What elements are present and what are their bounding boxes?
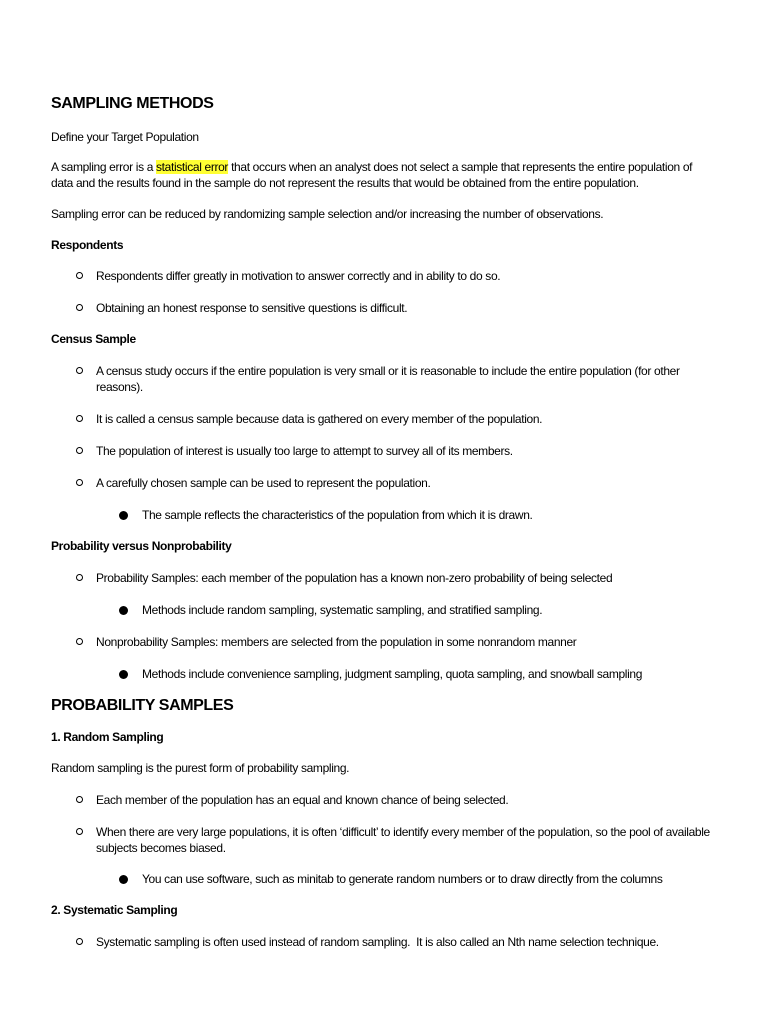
probability-versus-heading: Probability versus Nonprobability <box>51 539 232 553</box>
sub-list-item: Methods include random sampling, systematic sampling, and stratified sampling. <box>142 603 543 617</box>
define-population-text: Define your Target Population <box>51 130 199 144</box>
sub-list-bullet <box>119 511 128 520</box>
sampling-error-line-1 <box>51 159 721 175</box>
list-item-line: A census study occurs if the entire population is very small or it is reasonable to include the entire population (for other <box>96 364 680 378</box>
list-item <box>96 363 726 395</box>
list-bullet <box>76 304 83 311</box>
respondents-heading: Respondents <box>51 238 124 252</box>
list-bullet <box>76 796 83 803</box>
list-bullet <box>76 938 83 945</box>
list-item: Probability Samples: each member of the population has a known non-zero probability of being selected <box>96 571 613 585</box>
list-item: The population of interest is usually too large to attempt to survey all of its members. <box>96 444 513 458</box>
list-bullet <box>76 479 83 486</box>
reduce-error-paragraph: Sampling error can be reduced by randomizing sample selection and/or increasing the number of observations. <box>51 207 604 221</box>
sub-list-bullet <box>119 875 128 884</box>
list-item: Nonprobability Samples: members are selected from the population in some nonrandom manner <box>96 635 577 649</box>
list-item: Systematic sampling is often used instead of random sampling. It is also called an Nth name selection technique. <box>96 935 659 949</box>
list-item: Obtaining an honest response to sensitive questions is difficult. <box>96 301 408 315</box>
list-bullet <box>76 828 83 835</box>
page-title: SAMPLING METHODS <box>51 95 214 112</box>
list-item-line: When there are very large populations, it is often ‘difficult’ to identify every member of the population, so the pool of available <box>96 825 710 839</box>
sub-list-bullet <box>119 606 128 615</box>
list-item: A carefully chosen sample can be used to represent the population. <box>96 476 431 490</box>
list-bullet <box>76 367 83 374</box>
sampling-error-text-end: that occurs when an analyst does not select a sample that represents the entire population of <box>228 160 693 174</box>
sampling-error-line-2: data and the results found in the sample do not represent the results that would be obtained from the entire population. <box>51 176 639 190</box>
list-bullet <box>76 272 83 279</box>
sampling-error-paragraph <box>51 159 721 191</box>
list-bullet <box>76 447 83 454</box>
list-bullet <box>76 415 83 422</box>
list-bullet <box>76 638 83 645</box>
list-item-line: reasons). <box>96 380 143 394</box>
list-item: It is called a census sample because data is gathered on every member of the population. <box>96 412 543 426</box>
census-heading: Census Sample <box>51 332 136 346</box>
list-item <box>96 824 726 856</box>
list-item: Respondents differ greatly in motivation to answer correctly and in ability to do so. <box>96 269 501 283</box>
list-item: Each member of the population has an equal and known chance of being selected. <box>96 793 509 807</box>
sub-list-bullet <box>119 670 128 679</box>
systematic-sampling-heading: 2. Systematic Sampling <box>51 903 178 917</box>
sampling-error-text-start: A sampling error is a <box>51 160 157 174</box>
probability-samples-heading: PROBABILITY SAMPLES <box>51 697 234 714</box>
sub-list-item: You can use software, such as minitab to generate random numbers or to draw directly from the columns <box>142 872 663 886</box>
list-item-line: subjects becomes biased. <box>96 841 226 855</box>
sub-list-item: Methods include convenience sampling, judgment sampling, quota sampling, and snowball sampling <box>142 667 643 681</box>
random-sampling-heading: 1. Random Sampling <box>51 730 164 744</box>
highlighted-term: statistical error <box>156 160 229 174</box>
sub-list-item: The sample reflects the characteristics of the population from which it is drawn. <box>142 508 533 522</box>
list-bullet <box>76 574 83 581</box>
random-sampling-intro: Random sampling is the purest form of probability sampling. <box>51 761 350 775</box>
